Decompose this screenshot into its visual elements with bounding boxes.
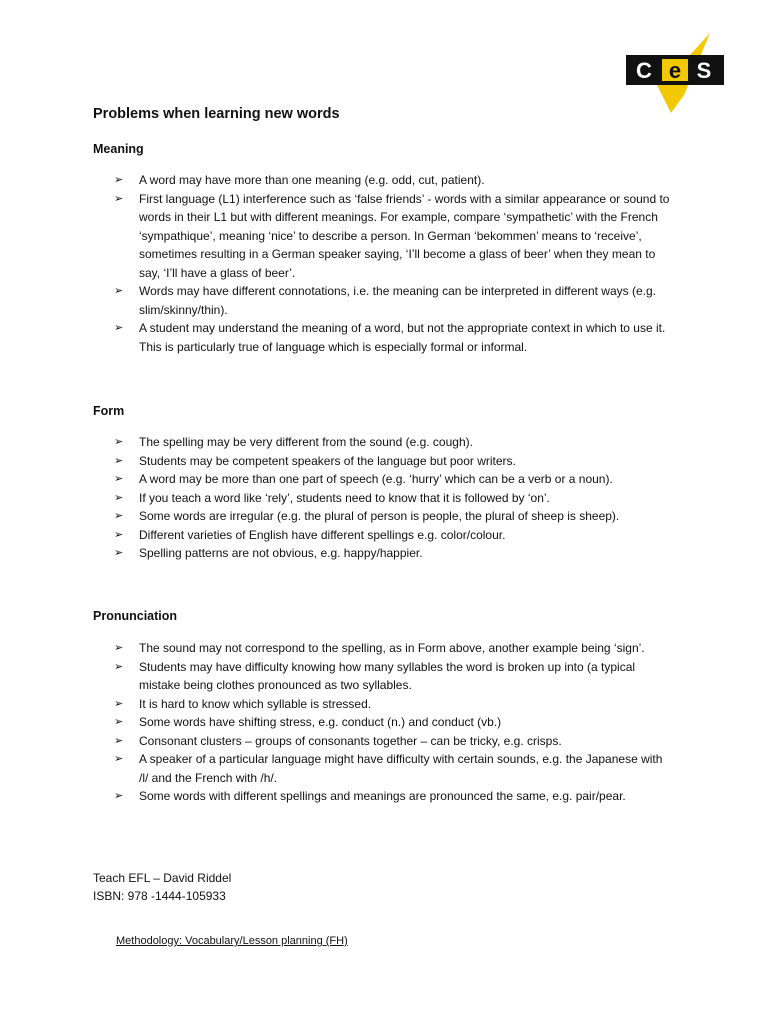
reference-book: Teach EFL – David Riddel xyxy=(93,871,232,885)
arrow-bullet-icon: ➢ xyxy=(114,436,124,448)
footer-category: Methodology: Vocabulary/Lesson planning (FH) xyxy=(116,935,348,947)
arrow-bullet-icon: ➢ xyxy=(114,716,124,728)
arrow-bullet-icon: ➢ xyxy=(114,660,124,673)
svg-text:C: C xyxy=(636,58,652,83)
list-item: ➢ A word may be more than one part of speech (e.g. ‘hurry’ which can be a verb or a noun). xyxy=(114,470,674,489)
list-item: ➢ Some words with different spellings and meanings are pronounced the same, e.g. pair/pear. xyxy=(114,787,674,806)
list-item: ➢ Spelling patterns are not obvious, e.g. happy/happier. xyxy=(114,544,674,563)
arrow-bullet-icon: ➢ xyxy=(114,642,124,654)
arrow-bullet-icon: ➢ xyxy=(114,528,124,541)
list-item: ➢ If you teach a word like ‘rely’, students need to know that it is followed by ‘on’. xyxy=(114,489,674,508)
svg-text:S: S xyxy=(696,58,712,83)
list-item: ➢ Students may be competent speakers of the language but poor writers. xyxy=(114,452,674,471)
arrow-bullet-icon: ➢ xyxy=(114,473,124,485)
arrow-bullet-icon: ➢ xyxy=(114,491,124,504)
list-item: ➢ Some words are irregular (e.g. the plural of person is people, the plural of sheep is sheep). xyxy=(114,507,674,526)
svg-text:e: e xyxy=(668,58,682,83)
arrow-bullet-icon: ➢ xyxy=(114,790,124,802)
arrow-bullet-icon: ➢ xyxy=(114,454,124,467)
list-item: ➢ Students may have difficulty knowing how many syllables the word is broken up into (a typical mistake being clothes pronounced as two syllables. xyxy=(114,659,636,692)
arrow-bullet-icon: ➢ xyxy=(114,510,124,522)
arrow-bullet-icon: ➢ xyxy=(114,697,124,710)
ces-logo xyxy=(626,33,726,113)
pronunciation-list xyxy=(114,639,674,806)
reference-isbn: ISBN: 978 -1444-105933 xyxy=(93,889,226,903)
list-item: ➢ A word may have more than one meaning (e.g. odd, cut, patient). xyxy=(114,171,674,190)
list-item: ➢ Words may have different connotations, i.e. the meaning can be interpreted in different ways (e.g. slim/skinny/thin). xyxy=(114,284,656,317)
list-item: ➢ Some words have shifting stress, e.g. conduct (n.) and conduct (vb.) xyxy=(114,713,674,732)
list-item: ➢ The spelling may be very different from the sound (e.g. cough). xyxy=(114,433,674,452)
arrow-bullet-icon: ➢ xyxy=(114,322,124,334)
section-heading-meaning: Meaning xyxy=(93,142,144,156)
section-heading-form: Form xyxy=(93,404,125,418)
arrow-bullet-icon: ➢ xyxy=(114,192,124,205)
arrow-bullet-icon: ➢ xyxy=(114,285,124,297)
meaning-list xyxy=(114,171,674,356)
list-item: ➢ The sound may not correspond to the spelling, as in Form above, another example being ‘sign’. xyxy=(114,639,674,658)
list-item: ➢ It is hard to know which syllable is stressed. xyxy=(114,695,674,714)
arrow-bullet-icon: ➢ xyxy=(114,734,124,747)
list-item: ➢ First language (L1) interference such as ‘false friends’ - words with a similar appearance or sound to words in their L1 but with different meanings. For example, compare ‘sympathetic’ with the French ‘sympathique’, meaning ‘nice’ to describe a person. In German ‘bekommen’ means to ‘receive’, sometimes resulting in a German speaker saying, ‘I’ll become a glass of beer’ when they mean to say, ‘I’ll have a glass of beer’. xyxy=(114,191,670,280)
arrow-bullet-icon: ➢ xyxy=(114,174,124,186)
ces-logo-graphic xyxy=(626,33,726,113)
arrow-bullet-icon: ➢ xyxy=(114,547,124,559)
page-title: Problems when learning new words xyxy=(93,106,340,122)
arrow-bullet-icon: ➢ xyxy=(114,753,124,765)
list-item: ➢ A speaker of a particular language might have difficulty with certain sounds, e.g. the Japanese with /l/ and the French with /h/. xyxy=(114,752,663,785)
list-item: ➢ Consonant clusters – groups of consonants together – can be tricky, e.g. crisps. xyxy=(114,732,674,751)
list-item: ➢ A student may understand the meaning of a word, but not the appropriate context in which to use it. This is particularly true of language which is especially formal or informal. xyxy=(114,321,666,354)
list-item: ➢ Different varieties of English have different spellings e.g. color/colour. xyxy=(114,526,674,545)
section-heading-pronunciation: Pronunciation xyxy=(93,609,178,623)
form-list xyxy=(114,433,674,563)
